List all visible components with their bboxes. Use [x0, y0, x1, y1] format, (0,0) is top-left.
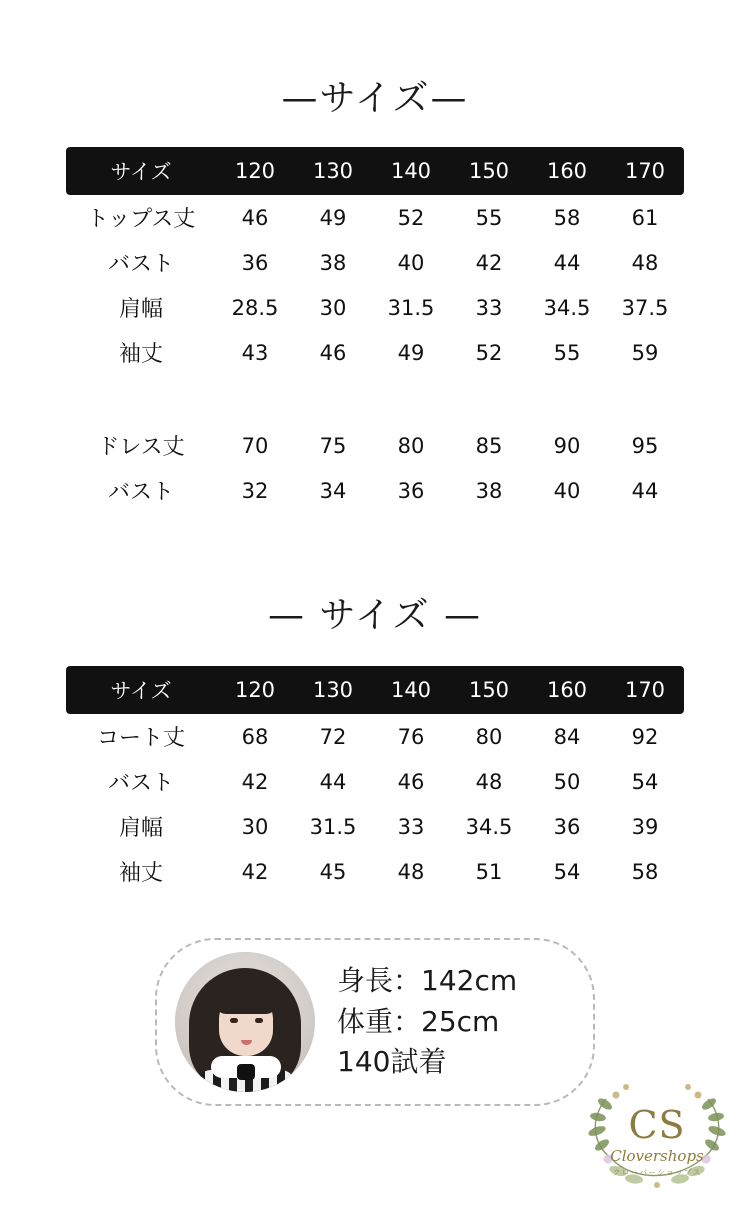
cell: 85	[475, 433, 503, 458]
header-col-170: 170	[624, 678, 666, 702]
cell: 42	[241, 859, 269, 884]
model-worn-size: 140試着	[337, 1045, 447, 1079]
row-label: バスト	[107, 480, 174, 505]
cell: 44	[631, 478, 659, 503]
table-row	[66, 714, 684, 759]
cell: 46	[319, 340, 347, 365]
size-table-1-wrap	[66, 147, 684, 513]
cell: 32	[241, 478, 269, 503]
cell: 34.5	[465, 814, 513, 839]
size-table-2-head	[66, 666, 684, 714]
header-col-120: 120	[234, 678, 276, 702]
size-table-1	[66, 147, 684, 513]
cell: 31.5	[309, 814, 357, 839]
table-header-row	[66, 666, 684, 714]
cell: 33	[397, 814, 425, 839]
cell: 31.5	[387, 295, 435, 320]
cell: 42	[241, 769, 269, 794]
cell: 48	[397, 859, 425, 884]
cell: 30	[319, 295, 347, 320]
logo-monogram: CS	[628, 1103, 686, 1147]
cell: 44	[553, 250, 581, 275]
table-row	[66, 240, 684, 285]
header-col-120: 120	[234, 159, 276, 183]
cell: 80	[475, 724, 503, 749]
table-row	[66, 195, 684, 240]
cell: 34.5	[543, 295, 591, 320]
table-group-spacer	[66, 375, 684, 423]
row-label: バスト	[107, 771, 174, 796]
cell: 40	[553, 478, 581, 503]
header-col-150: 150	[468, 678, 510, 702]
cell: 49	[319, 205, 347, 230]
model-info-box	[155, 938, 595, 1106]
cell: 43	[241, 340, 269, 365]
cell: 36	[553, 814, 581, 839]
cell: 33	[475, 295, 503, 320]
cell: 28.5	[231, 295, 279, 320]
cell: 61	[631, 205, 659, 230]
cell: 54	[553, 859, 581, 884]
header-corner-label: サイズ	[110, 160, 172, 184]
cell: 92	[631, 724, 659, 749]
cell: 46	[397, 769, 425, 794]
header-col-160: 160	[546, 678, 588, 702]
cell: 80	[397, 433, 425, 458]
row-label: ドレス丈	[97, 435, 185, 460]
cell: 36	[397, 478, 425, 503]
table-row	[66, 423, 684, 468]
cell: 42	[475, 250, 503, 275]
row-label: 袖丈	[118, 861, 163, 886]
cell: 45	[319, 859, 347, 884]
header-col-160: 160	[546, 159, 588, 183]
row-label: コート丈	[96, 726, 185, 751]
header-col-170: 170	[624, 159, 666, 183]
cell: 46	[241, 205, 269, 230]
cell: 36	[241, 250, 269, 275]
cell: 37.5	[621, 295, 669, 320]
cell: 34	[319, 478, 347, 503]
cell: 48	[631, 250, 659, 275]
table-row	[66, 285, 684, 330]
cell: 50	[553, 769, 581, 794]
cell: 70	[241, 433, 269, 458]
size-table-2-wrap	[66, 666, 684, 894]
size-table-1-body	[66, 195, 684, 513]
cell: 38	[475, 478, 503, 503]
cell: 76	[397, 724, 425, 749]
section-title-1: —サイズ—	[281, 78, 469, 119]
header-col-140: 140	[390, 159, 432, 183]
header-col-150: 150	[468, 159, 510, 183]
section-title-2: — サイズ —	[267, 595, 482, 636]
table-header-row	[66, 147, 684, 195]
row-label: トップス丈	[86, 207, 196, 232]
cell: 55	[475, 205, 503, 230]
header-col-140: 140	[390, 678, 432, 702]
row-label: 袖丈	[118, 342, 163, 367]
cell: 38	[319, 250, 347, 275]
cell: 48	[475, 769, 503, 794]
model-height: 身長：142cm	[337, 964, 518, 998]
size-table-2	[66, 666, 684, 894]
table-row	[66, 468, 684, 513]
size-table-1-head	[66, 147, 684, 195]
cell: 75	[319, 433, 347, 458]
table-row	[66, 759, 684, 804]
header-col-130: 130	[312, 678, 354, 702]
header-col-130: 130	[312, 159, 354, 183]
cell: 58	[631, 859, 659, 884]
model-weight: 体重：25cm	[337, 1004, 500, 1038]
row-label: 肩幅	[118, 297, 163, 322]
header-corner-label: サイズ	[110, 679, 172, 703]
cell: 40	[397, 250, 425, 275]
cell: 39	[631, 814, 659, 839]
logo-brand-name: Clovershops	[610, 1147, 704, 1165]
cell: 51	[475, 859, 503, 884]
cell: 68	[241, 724, 269, 749]
cell: 84	[553, 724, 581, 749]
brand-logo	[572, 1059, 742, 1209]
table-row	[66, 804, 684, 849]
model-photo	[175, 952, 315, 1092]
model-info-text	[337, 961, 517, 1083]
cell: 44	[319, 769, 347, 794]
size-table-2-body	[66, 714, 684, 894]
cell: 59	[631, 340, 659, 365]
logo-brand-sub: クローバーショップス	[612, 1168, 702, 1177]
cell: 72	[319, 724, 347, 749]
cell: 58	[553, 205, 581, 230]
cell: 95	[631, 433, 659, 458]
table-row	[66, 849, 684, 894]
row-label: バスト	[107, 252, 174, 277]
cell: 54	[631, 769, 659, 794]
cell: 55	[553, 340, 581, 365]
size-chart-page	[0, 70, 750, 1219]
cell: 30	[241, 814, 269, 839]
cell: 52	[475, 340, 503, 365]
cell: 90	[553, 433, 581, 458]
table-row	[66, 330, 684, 375]
cell: 52	[397, 205, 425, 230]
row-label: 肩幅	[118, 816, 163, 841]
cell: 49	[397, 340, 425, 365]
